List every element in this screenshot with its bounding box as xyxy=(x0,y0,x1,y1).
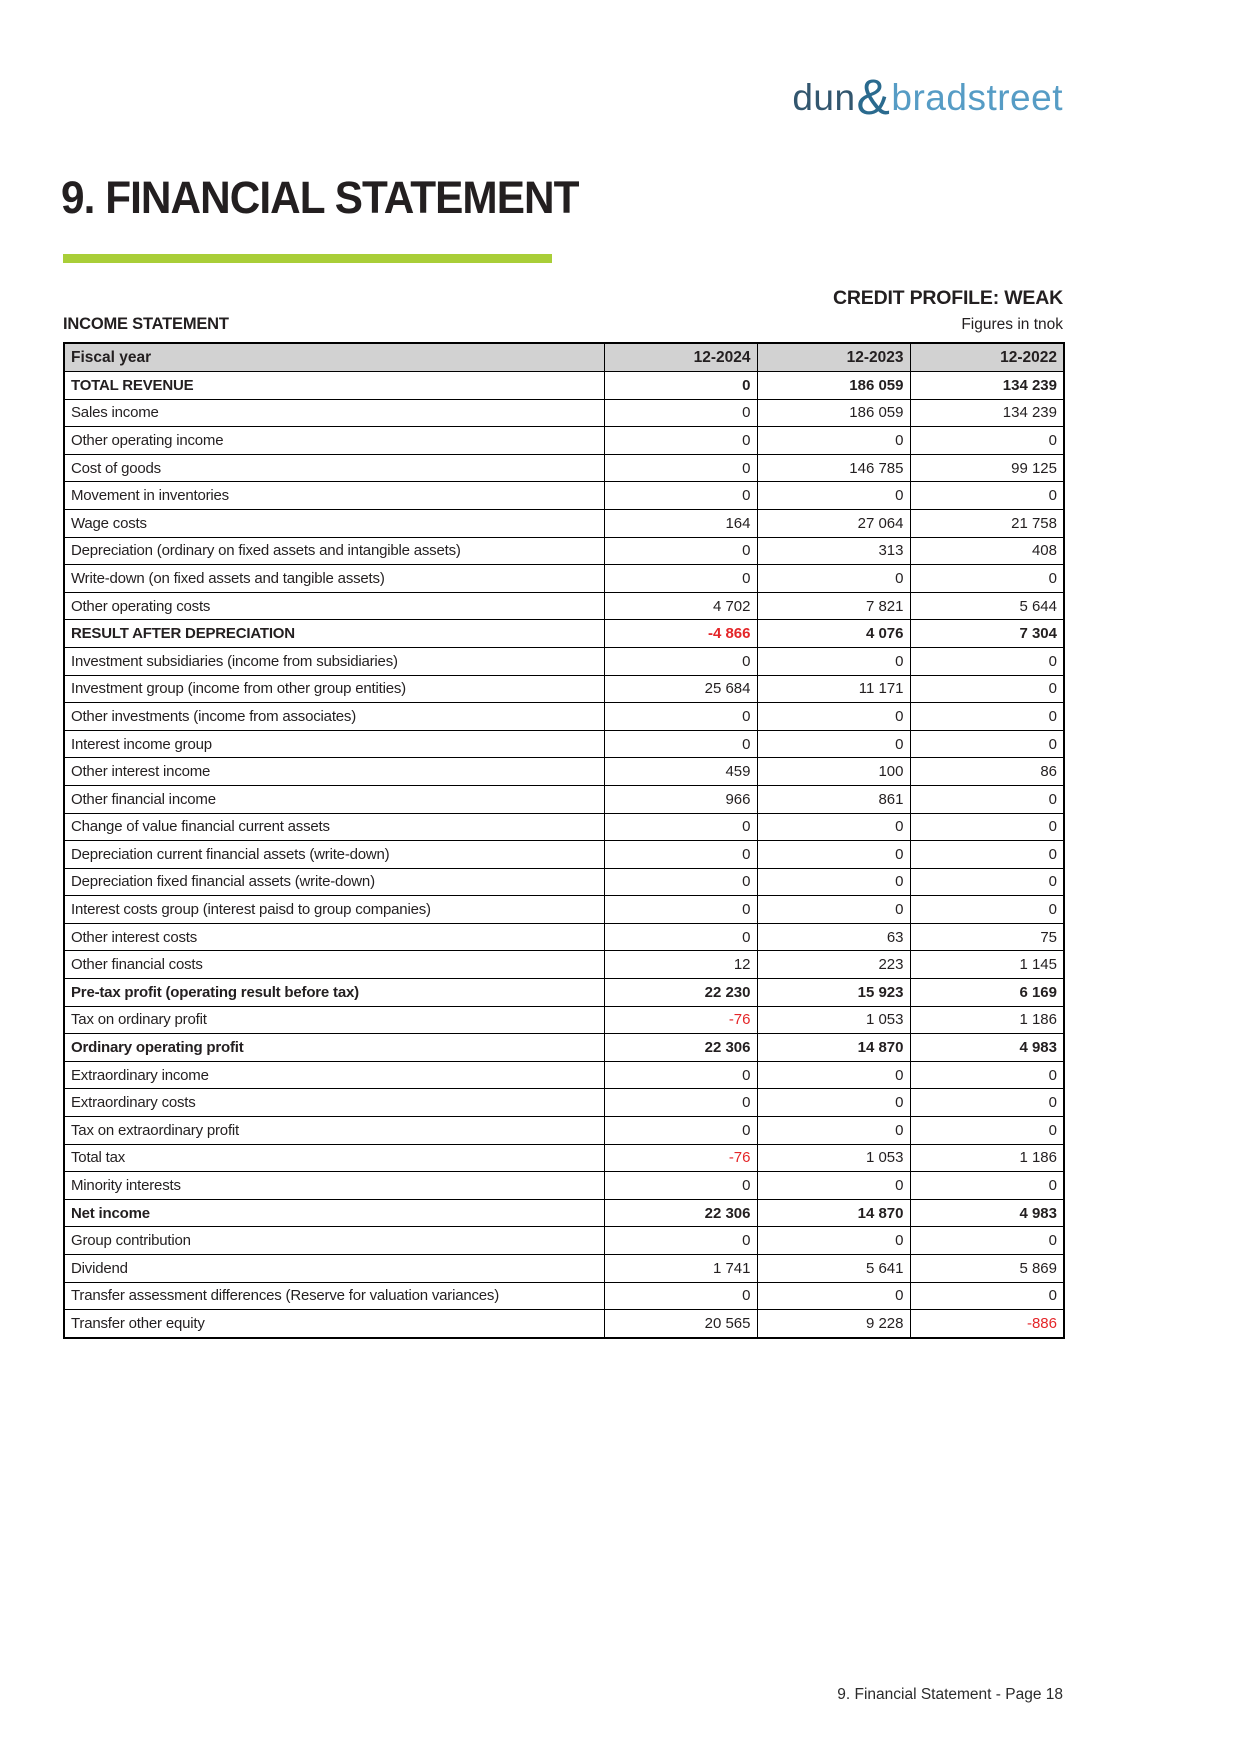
value-cell-2023: 9 228 xyxy=(757,1310,910,1338)
table-row xyxy=(64,1310,1064,1338)
table-row xyxy=(64,1144,1064,1172)
row-label: Extraordinary income xyxy=(64,1061,604,1089)
value-cell-2022: 0 xyxy=(910,703,1064,731)
value-cell-2024: 0 xyxy=(604,372,757,400)
value-cell-2022: 0 xyxy=(910,1172,1064,1200)
value-cell-2022: 75 xyxy=(910,923,1064,951)
row-label: Dividend xyxy=(64,1255,604,1283)
income-statement-label: INCOME STATEMENT xyxy=(63,315,229,333)
year-column-header-2022: 12-2022 xyxy=(910,343,1064,372)
value-cell-2022: 0 xyxy=(910,730,1064,758)
table-row xyxy=(64,758,1064,786)
table-row xyxy=(64,951,1064,979)
value-cell-2024: 0 xyxy=(604,703,757,731)
value-cell-2023: 186 059 xyxy=(757,399,910,427)
value-cell-2023: 11 171 xyxy=(757,675,910,703)
row-label: Total tax xyxy=(64,1144,604,1172)
row-label: Ordinary operating profit xyxy=(64,1034,604,1062)
row-label: Net income xyxy=(64,1199,604,1227)
value-cell-2022: 4 983 xyxy=(910,1034,1064,1062)
fiscal-year-header-cell: Fiscal year xyxy=(64,343,604,372)
value-cell-2022: 0 xyxy=(910,565,1064,593)
value-cell-2023: 27 064 xyxy=(757,509,910,537)
value-cell-2024: 0 xyxy=(604,647,757,675)
value-cell-2024: 4 702 xyxy=(604,592,757,620)
value-cell-2022: 0 xyxy=(910,841,1064,869)
value-cell-2024: -4 866 xyxy=(604,620,757,648)
row-label: Depreciation current financial assets (write-down) xyxy=(64,841,604,869)
value-cell-2024: 0 xyxy=(604,399,757,427)
row-label: Movement in inventories xyxy=(64,482,604,510)
row-label: Interest costs group (interest paisd to group companies) xyxy=(64,896,604,924)
value-cell-2023: 0 xyxy=(757,868,910,896)
table-row xyxy=(64,620,1064,648)
value-cell-2024: 22 230 xyxy=(604,979,757,1007)
row-label: Investment subsidiaries (income from subsidiaries) xyxy=(64,647,604,675)
table-header-row xyxy=(64,343,1064,372)
value-cell-2022: -886 xyxy=(910,1310,1064,1338)
value-cell-2022: 0 xyxy=(910,1061,1064,1089)
title-underline-bar xyxy=(63,254,552,263)
value-cell-2022: 408 xyxy=(910,537,1064,565)
row-label: Group contribution xyxy=(64,1227,604,1255)
value-cell-2022: 0 xyxy=(910,1089,1064,1117)
row-label: Depreciation (ordinary on fixed assets and intangible assets) xyxy=(64,537,604,565)
value-cell-2024: 0 xyxy=(604,1282,757,1310)
logo-dun-text: dun xyxy=(792,77,856,118)
table-row xyxy=(64,1006,1064,1034)
value-cell-2023: 0 xyxy=(757,1061,910,1089)
value-cell-2023: 0 xyxy=(757,1227,910,1255)
table-row xyxy=(64,730,1064,758)
value-cell-2024: 0 xyxy=(604,896,757,924)
value-cell-2023: 100 xyxy=(757,758,910,786)
row-label: Cost of goods xyxy=(64,454,604,482)
value-cell-2023: 313 xyxy=(757,537,910,565)
value-cell-2023: 7 821 xyxy=(757,592,910,620)
table-row xyxy=(64,1034,1064,1062)
value-cell-2023: 0 xyxy=(757,427,910,455)
row-label: Investment group (income from other group entities) xyxy=(64,675,604,703)
row-label: Wage costs xyxy=(64,509,604,537)
row-label: Transfer other equity xyxy=(64,1310,604,1338)
value-cell-2023: 0 xyxy=(757,703,910,731)
table-row xyxy=(64,1282,1064,1310)
value-cell-2024: 0 xyxy=(604,841,757,869)
value-cell-2022: 5 869 xyxy=(910,1255,1064,1283)
row-label: Pre-tax profit (operating result before tax) xyxy=(64,979,604,1007)
value-cell-2024: 25 684 xyxy=(604,675,757,703)
value-cell-2022: 0 xyxy=(910,896,1064,924)
value-cell-2023: 0 xyxy=(757,1172,910,1200)
value-cell-2023: 1 053 xyxy=(757,1006,910,1034)
value-cell-2023: 15 923 xyxy=(757,979,910,1007)
value-cell-2022: 0 xyxy=(910,1282,1064,1310)
row-label: Other financial costs xyxy=(64,951,604,979)
value-cell-2024: 0 xyxy=(604,730,757,758)
value-cell-2022: 1 186 xyxy=(910,1006,1064,1034)
value-cell-2022: 1 145 xyxy=(910,951,1064,979)
value-cell-2024: 0 xyxy=(604,1117,757,1145)
year-column-header-2023: 12-2023 xyxy=(757,343,910,372)
row-label: Extraordinary costs xyxy=(64,1089,604,1117)
value-cell-2024: 12 xyxy=(604,951,757,979)
row-label: Change of value financial current assets xyxy=(64,813,604,841)
table-row xyxy=(64,482,1064,510)
row-label: Tax on extraordinary profit xyxy=(64,1117,604,1145)
value-cell-2023: 146 785 xyxy=(757,454,910,482)
value-cell-2024: 0 xyxy=(604,868,757,896)
value-cell-2022: 0 xyxy=(910,813,1064,841)
table-row xyxy=(64,1172,1064,1200)
page-footer: 9. Financial Statement - Page 18 xyxy=(837,1686,1063,1703)
row-label: Write-down (on fixed assets and tangible assets) xyxy=(64,565,604,593)
value-cell-2022: 0 xyxy=(910,647,1064,675)
year-column-header-2024: 12-2024 xyxy=(604,343,757,372)
table-row xyxy=(64,813,1064,841)
value-cell-2023: 14 870 xyxy=(757,1034,910,1062)
value-cell-2024: 0 xyxy=(604,1227,757,1255)
row-label: Tax on ordinary profit xyxy=(64,1006,604,1034)
table-row xyxy=(64,675,1064,703)
value-cell-2022: 7 304 xyxy=(910,620,1064,648)
table-row xyxy=(64,785,1064,813)
value-cell-2024: 459 xyxy=(604,758,757,786)
value-cell-2022: 0 xyxy=(910,675,1064,703)
table-row xyxy=(64,896,1064,924)
value-cell-2023: 4 076 xyxy=(757,620,910,648)
row-label: Other operating income xyxy=(64,427,604,455)
row-label: Other operating costs xyxy=(64,592,604,620)
value-cell-2023: 0 xyxy=(757,647,910,675)
table-caption-row xyxy=(63,315,1063,334)
value-cell-2024: 20 565 xyxy=(604,1310,757,1338)
value-cell-2023: 0 xyxy=(757,1089,910,1117)
value-cell-2023: 0 xyxy=(757,482,910,510)
value-cell-2023: 0 xyxy=(757,841,910,869)
table-row xyxy=(64,427,1064,455)
table-row xyxy=(64,537,1064,565)
value-cell-2024: 0 xyxy=(604,923,757,951)
value-cell-2024: -76 xyxy=(604,1144,757,1172)
value-cell-2023: 0 xyxy=(757,730,910,758)
income-statement-table xyxy=(63,342,1065,1339)
logo-ampersand-icon: & xyxy=(856,69,891,125)
table-row xyxy=(64,1089,1064,1117)
table-row xyxy=(64,1117,1064,1145)
value-cell-2024: 0 xyxy=(604,427,757,455)
value-cell-2024: 22 306 xyxy=(604,1199,757,1227)
table-row xyxy=(64,1199,1064,1227)
table-row xyxy=(64,841,1064,869)
credit-profile-heading: CREDIT PROFILE: WEAK xyxy=(833,287,1063,309)
value-cell-2024: 0 xyxy=(604,537,757,565)
value-cell-2024: 0 xyxy=(604,482,757,510)
value-cell-2023: 14 870 xyxy=(757,1199,910,1227)
table-row xyxy=(64,1227,1064,1255)
value-cell-2022: 1 186 xyxy=(910,1144,1064,1172)
row-label: Other interest income xyxy=(64,758,604,786)
value-cell-2023: 861 xyxy=(757,785,910,813)
value-cell-2022: 4 983 xyxy=(910,1199,1064,1227)
row-label: TOTAL REVENUE xyxy=(64,372,604,400)
value-cell-2024: 0 xyxy=(604,565,757,593)
table-row xyxy=(64,923,1064,951)
page-title: 9. FINANCIAL STATEMENT xyxy=(61,172,579,223)
value-cell-2022: 0 xyxy=(910,427,1064,455)
row-label: Transfer assessment differences (Reserve for valuation variances) xyxy=(64,1282,604,1310)
value-cell-2023: 0 xyxy=(757,896,910,924)
value-cell-2024: 22 306 xyxy=(604,1034,757,1062)
value-cell-2024: 0 xyxy=(604,1089,757,1117)
table-row xyxy=(64,399,1064,427)
value-cell-2022: 0 xyxy=(910,1117,1064,1145)
value-cell-2022: 0 xyxy=(910,482,1064,510)
figures-unit-note: Figures in tnok xyxy=(961,316,1063,333)
table-row xyxy=(64,454,1064,482)
logo-bradstreet-text: bradstreet xyxy=(891,77,1063,118)
table-row xyxy=(64,372,1064,400)
value-cell-2023: 186 059 xyxy=(757,372,910,400)
row-label: Other interest costs xyxy=(64,923,604,951)
row-label: Other financial income xyxy=(64,785,604,813)
value-cell-2023: 0 xyxy=(757,1117,910,1145)
value-cell-2024: 0 xyxy=(604,454,757,482)
value-cell-2023: 0 xyxy=(757,1282,910,1310)
table-row xyxy=(64,1255,1064,1283)
value-cell-2023: 223 xyxy=(757,951,910,979)
value-cell-2022: 86 xyxy=(910,758,1064,786)
value-cell-2024: 0 xyxy=(604,813,757,841)
row-label: Other investments (income from associates) xyxy=(64,703,604,731)
value-cell-2022: 99 125 xyxy=(910,454,1064,482)
row-label: Minority interests xyxy=(64,1172,604,1200)
value-cell-2022: 0 xyxy=(910,868,1064,896)
value-cell-2023: 63 xyxy=(757,923,910,951)
value-cell-2023: 0 xyxy=(757,565,910,593)
dun-bradstreet-logo xyxy=(792,68,1063,125)
row-label: Interest income group xyxy=(64,730,604,758)
row-label: RESULT AFTER DEPRECIATION xyxy=(64,620,604,648)
value-cell-2024: 1 741 xyxy=(604,1255,757,1283)
value-cell-2024: 0 xyxy=(604,1172,757,1200)
value-cell-2024: 966 xyxy=(604,785,757,813)
value-cell-2022: 21 758 xyxy=(910,509,1064,537)
table-row xyxy=(64,1061,1064,1089)
value-cell-2022: 134 239 xyxy=(910,399,1064,427)
table-row xyxy=(64,868,1064,896)
value-cell-2022: 134 239 xyxy=(910,372,1064,400)
value-cell-2022: 6 169 xyxy=(910,979,1064,1007)
value-cell-2022: 0 xyxy=(910,785,1064,813)
table-row xyxy=(64,509,1064,537)
value-cell-2024: 0 xyxy=(604,1061,757,1089)
value-cell-2022: 0 xyxy=(910,1227,1064,1255)
table-row xyxy=(64,647,1064,675)
value-cell-2023: 0 xyxy=(757,813,910,841)
table-row xyxy=(64,565,1064,593)
row-label: Depreciation fixed financial assets (write-down) xyxy=(64,868,604,896)
value-cell-2024: 164 xyxy=(604,509,757,537)
table-row xyxy=(64,979,1064,1007)
value-cell-2022: 5 644 xyxy=(910,592,1064,620)
row-label: Sales income xyxy=(64,399,604,427)
table-row xyxy=(64,703,1064,731)
value-cell-2023: 5 641 xyxy=(757,1255,910,1283)
value-cell-2023: 1 053 xyxy=(757,1144,910,1172)
table-row xyxy=(64,592,1064,620)
value-cell-2024: -76 xyxy=(604,1006,757,1034)
